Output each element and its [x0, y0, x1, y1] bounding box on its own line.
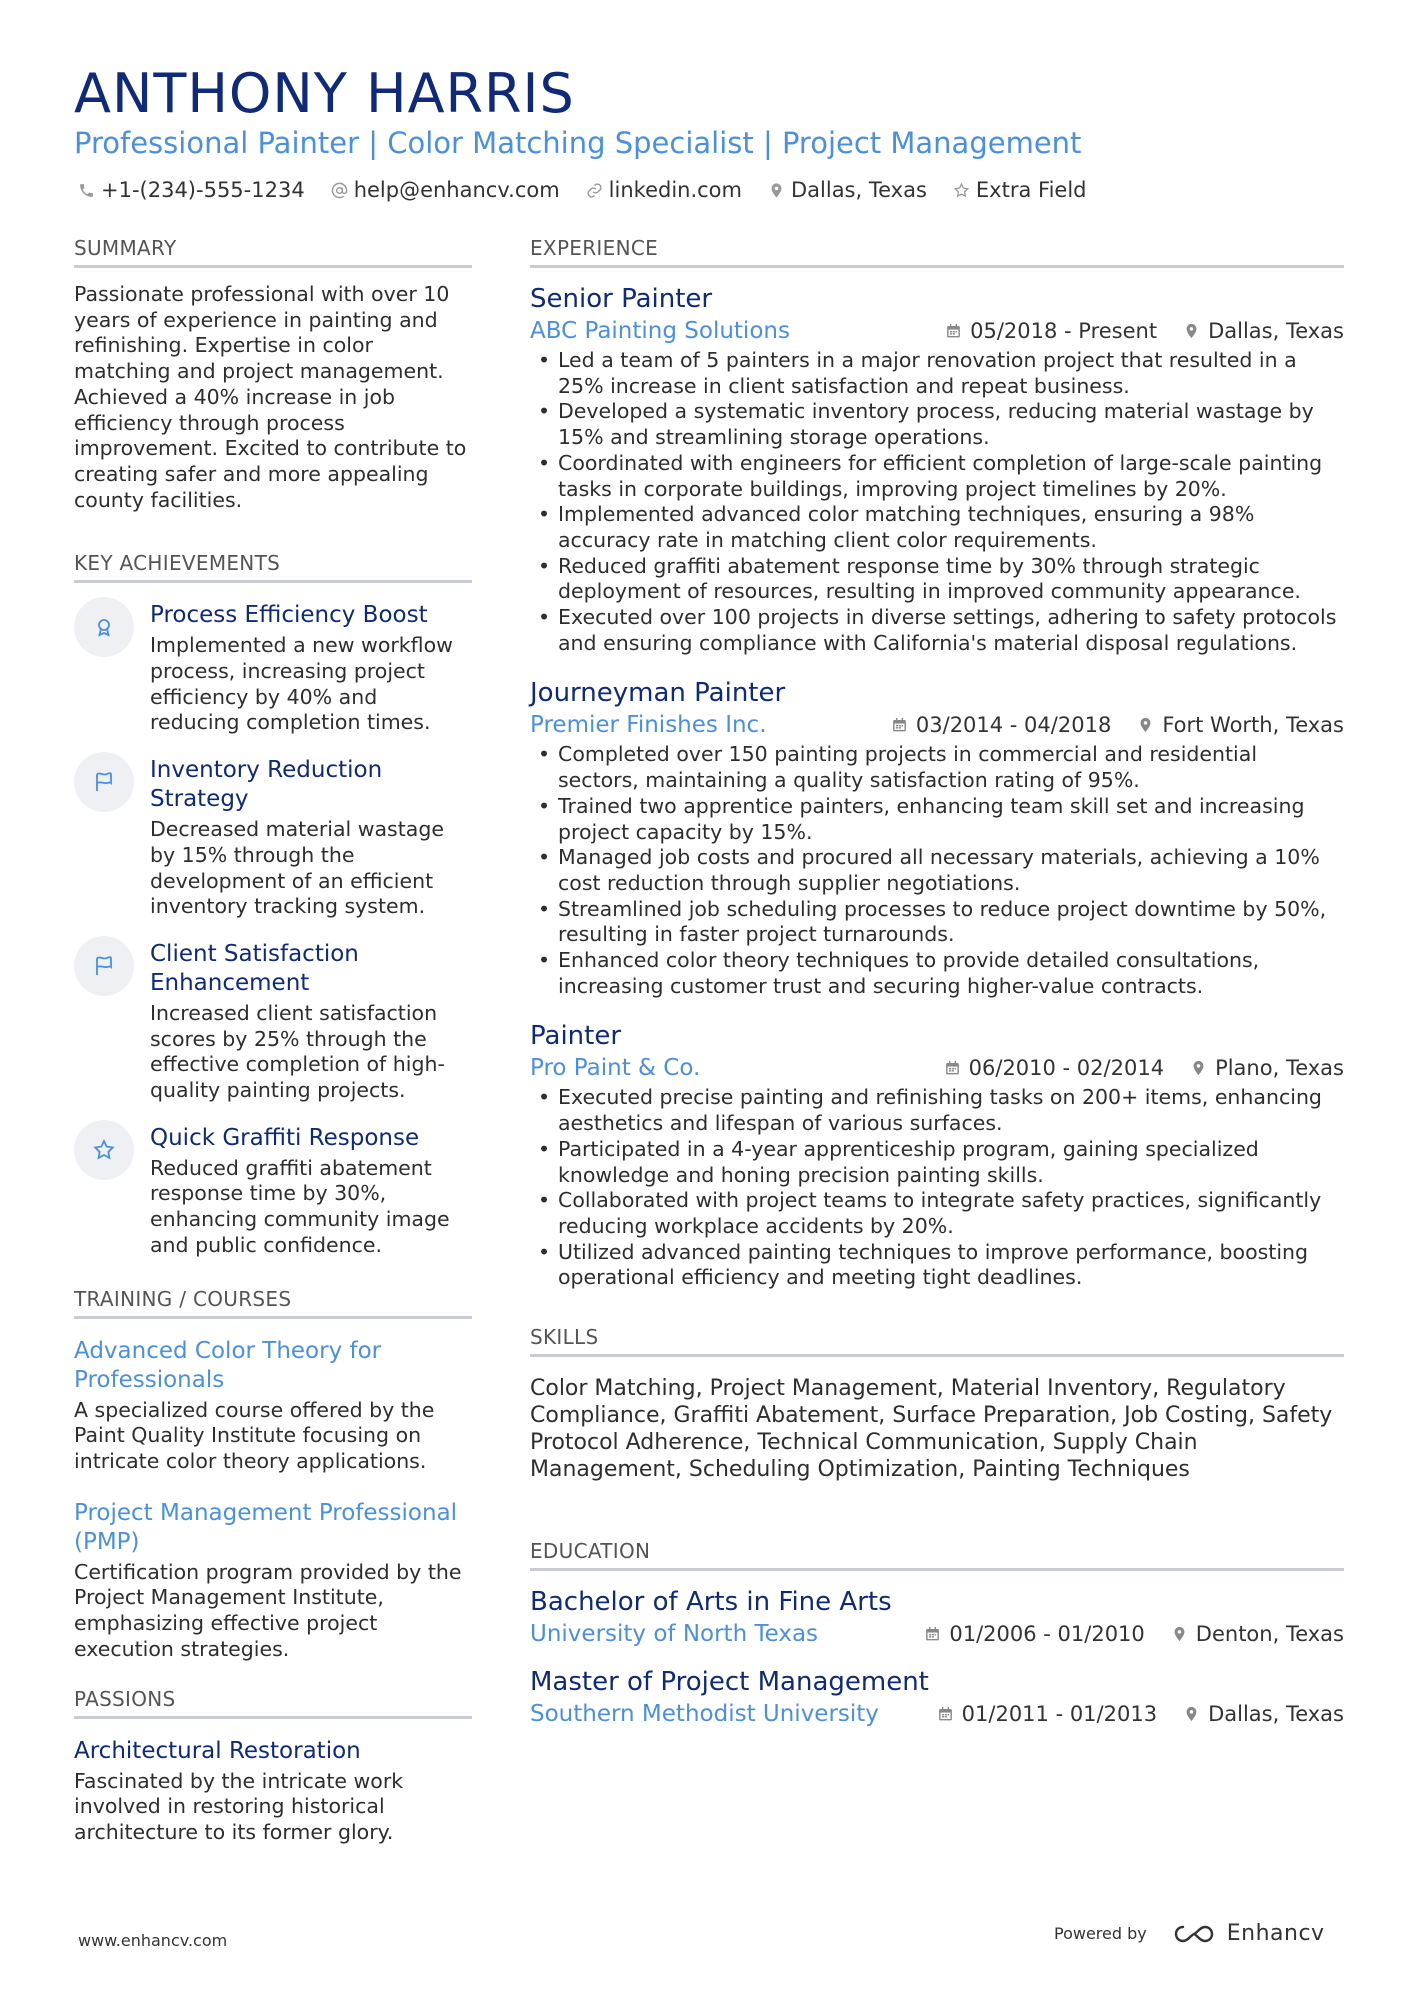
flag-icon — [74, 936, 134, 996]
job-bullet: • Executed over 100 projects in diverse settings, adhering to safety protocols and ensuring compliance with California's material disposal regulations. — [530, 605, 1344, 656]
contact-bar — [78, 178, 1086, 202]
location-icon — [1190, 1059, 1207, 1077]
job-dates — [945, 319, 1157, 343]
brand-logo[interactable] — [1171, 1921, 1325, 1946]
job-location — [1137, 713, 1344, 737]
job-bullet: • Completed over 150 painting projects in commercial and residential sectors, maintaining a quality satisfaction rating of 95%. — [530, 742, 1344, 793]
job-company: Premier Finishes Inc. — [530, 712, 767, 739]
passion-text: Fascinated by the intricate work involved in restoring historical architecture to its former glory. — [74, 1768, 404, 1844]
calendar-icon — [945, 322, 962, 340]
education-section — [530, 1539, 1344, 1727]
experience-heading: EXPERIENCE — [530, 236, 1344, 268]
calendar-icon — [924, 1625, 941, 1643]
education-dates — [924, 1622, 1144, 1646]
candidate-title: Professional Painter | Color Matching Specialist | Project Management — [74, 126, 1082, 160]
flag-icon — [74, 752, 134, 812]
courses-heading: TRAINING / COURSES — [74, 1287, 472, 1319]
skills-heading: SKILLS — [530, 1325, 1344, 1357]
school-name: Southern Methodist University — [530, 1701, 879, 1728]
summary-text: Passionate professional with over 10 years of experience in painting and refinishing. Expertise in color matching and project management. Achieved a 40% increase in job efficiency through process improvement. Excited to contribute to creating safer and more appealing county facilities. — [74, 282, 467, 512]
job-company: ABC Painting Solutions — [530, 318, 790, 344]
brand-name: Enhancv — [1226, 1921, 1325, 1946]
star-icon — [74, 1120, 134, 1180]
course-text: A specialized course offered by the Paint Quality Institute focusing on intricate color theory applications. — [74, 1397, 435, 1473]
job-bullet: • Streamlined job scheduling processes to reduce project downtime by 50%, resulting in faster project turnarounds. — [530, 897, 1344, 948]
calendar-icon — [944, 1059, 961, 1077]
job-bullets — [530, 742, 1344, 999]
contact-location-text: Dallas, Texas — [790, 178, 927, 202]
job-dates-text: 03/2014 - 04/2018 — [915, 713, 1112, 738]
summary-section — [74, 236, 472, 513]
achievement-text: Increased client satisfaction scores by 25% through the effective completion of high-quality painting projects. — [150, 1000, 445, 1103]
job-dates-text: 05/2018 - Present — [970, 319, 1158, 343]
education-location-text: Dallas, Texas — [1208, 1702, 1344, 1727]
achievement-item — [74, 756, 472, 920]
job-location — [1183, 319, 1344, 343]
job-bullet: • Enhanced color theory techniques to provide detailed consultations, increasing customer trust and securing higher-value contracts. — [530, 948, 1344, 999]
job-bullet: • Reduced graffiti abatement response time by 30% through strategic deployment of resources, resulting in improved community appearance. — [530, 554, 1344, 605]
location-icon — [1183, 1705, 1200, 1723]
achievement-title: Process Efficiency Boost — [150, 602, 428, 629]
job-dates — [891, 713, 1111, 737]
education-dates-text: 01/2011 - 01/2013 — [961, 1702, 1158, 1727]
left-column — [74, 236, 472, 1846]
course-title: Advanced Color Theory for Professionals — [74, 1337, 382, 1393]
location-icon — [1137, 716, 1154, 734]
job-dates-text: 06/2010 - 02/2014 — [968, 1056, 1165, 1081]
job-meta — [530, 318, 1344, 344]
school-name: University of North Texas — [530, 1621, 819, 1648]
course-item — [74, 1499, 472, 1663]
star-icon — [953, 182, 970, 199]
achievement-item — [74, 1124, 472, 1259]
contact-email-text: help@enhancv.com — [353, 178, 560, 202]
education-dates-text: 01/2006 - 01/2010 — [949, 1622, 1145, 1647]
footer-branding — [1054, 1921, 1325, 1946]
education-meta — [530, 1621, 1344, 1647]
achievement-title: Quick Graffiti Response — [150, 1124, 420, 1151]
job-bullet: • Managed job costs and procured all necessary materials, achieving a 10% cost reduction through supplier negotiations. — [530, 845, 1344, 896]
achievement-item — [74, 940, 472, 1104]
location-icon — [1183, 322, 1200, 340]
job-bullet: • Utilized advanced painting techniques to improve performance, boosting operational efficiency and meeting tight deadlines. — [530, 1240, 1344, 1291]
degree-title: Bachelor of Arts in Fine Arts — [530, 1587, 892, 1618]
calendar-icon — [937, 1705, 954, 1723]
job-entry — [530, 282, 1344, 656]
contact-extra-text: Extra Field — [975, 178, 1087, 202]
job-entry — [530, 676, 1344, 999]
education-location-text: Denton, Texas — [1195, 1622, 1344, 1647]
skills-text: Color Matching, Project Management, Material Inventory, Regulatory Compliance, Graffiti Abatement, Surface Preparation, Job Costing, Safety Protocol Adherence, Technical Communication, Supply Chain Management, Scheduling Optimization, Painting Techniques — [530, 1376, 1333, 1483]
contact-linkedin-text: linkedin.com — [608, 178, 742, 202]
job-title: Painter — [530, 1021, 622, 1052]
education-meta — [530, 1701, 1344, 1727]
education-entry — [530, 1585, 1344, 1647]
education-location — [1183, 1702, 1344, 1726]
calendar-icon — [891, 716, 908, 734]
achievement-text: Implemented a new workflow process, increasing project efficiency by 40% and reducing completion times. — [150, 633, 453, 735]
contact-linkedin[interactable] — [586, 178, 742, 202]
passions-section — [74, 1687, 472, 1846]
job-location-text: Plano, Texas — [1215, 1056, 1344, 1081]
achievement-item — [74, 601, 472, 736]
job-title: Journeyman Painter — [530, 678, 786, 709]
education-heading: EDUCATION — [530, 1539, 1344, 1571]
education-location — [1171, 1622, 1344, 1646]
location-icon — [1171, 1625, 1188, 1643]
skills-section — [530, 1325, 1344, 1483]
achievement-title: Inventory Reduction Strategy — [150, 757, 383, 813]
job-bullet: • Coordinated with engineers for efficient completion of large-scale painting tasks in corporate buildings, improving project timelines by 20%. — [530, 451, 1344, 502]
course-item — [74, 1337, 472, 1475]
degree-title: Master of Project Management — [530, 1667, 929, 1698]
summary-heading: SUMMARY — [74, 236, 472, 268]
contact-phone[interactable] — [78, 178, 305, 202]
footer-website[interactable]: www.enhancv.com — [78, 1931, 228, 1950]
job-location-text: Dallas, Texas — [1208, 319, 1344, 343]
job-bullet: • Collaborated with project teams to integrate safety practices, significantly reducing workplace accidents by 20%. — [530, 1188, 1344, 1239]
achievement-text: Reduced graffiti abatement response time by 30%, enhancing community image and public confidence. — [150, 1155, 450, 1257]
at-icon — [331, 182, 348, 199]
job-dates — [944, 1056, 1164, 1080]
achievements-section — [74, 551, 472, 1258]
powered-by-text: Powered by — [1054, 1924, 1147, 1943]
passion-title: Architectural Restoration — [74, 1737, 361, 1764]
job-company: Pro Paint & Co. — [530, 1055, 701, 1082]
achievement-title: Client Satisfaction Enhancement — [150, 940, 359, 996]
job-bullets — [530, 1085, 1344, 1291]
job-bullet: • Implemented advanced color matching techniques, ensuring a 98% accuracy rate in matching client color requirements. — [530, 502, 1344, 553]
location-icon — [768, 182, 785, 199]
contact-extra — [953, 178, 1087, 202]
education-entry — [530, 1665, 1344, 1727]
infinity-logo-icon — [1171, 1922, 1217, 1946]
job-entry — [530, 1019, 1344, 1291]
job-meta — [530, 712, 1344, 738]
link-icon — [586, 182, 603, 199]
achievements-heading: KEY ACHIEVEMENTS — [74, 551, 472, 583]
phone-icon — [78, 182, 95, 199]
passions-heading: PASSIONS — [74, 1687, 472, 1719]
course-text: Certification program provided by the Project Management Institute, emphasizing effective project execution strategies. — [74, 1559, 462, 1661]
contact-phone-text: +1-(234)-555-1234 — [101, 178, 305, 202]
contact-email[interactable] — [331, 178, 560, 202]
education-dates — [937, 1702, 1157, 1726]
job-bullet: • Developed a systematic inventory process, reducing material wastage by 15% and streamlining storage operations. — [530, 399, 1344, 450]
job-bullet: • Participated in a 4-year apprenticeship program, gaining specialized knowledge and honing precision painting skills. — [530, 1137, 1344, 1188]
course-title: Project Management Professional (PMP) — [74, 1499, 458, 1555]
job-bullet: • Trained two apprentice painters, enhancing team skill set and increasing project capacity by 15%. — [530, 794, 1344, 845]
award-icon — [74, 597, 134, 657]
job-location-text: Fort Worth, Texas — [1162, 713, 1344, 738]
contact-location — [768, 178, 927, 202]
achievement-text: Decreased material wastage by 15% through the development of an efficient inventory tracking system. — [150, 817, 444, 919]
courses-section — [74, 1287, 472, 1663]
job-bullet: • Executed precise painting and refinishing tasks on 200+ items, enhancing aesthetics and lifespan of various surfaces. — [530, 1085, 1344, 1136]
job-bullets — [530, 348, 1344, 656]
candidate-name: ANTHONY HARRIS — [74, 62, 575, 125]
job-title: Senior Painter — [530, 284, 713, 314]
job-meta — [530, 1055, 1344, 1081]
job-location — [1190, 1056, 1344, 1080]
experience-section — [530, 236, 1344, 1291]
right-column — [530, 236, 1344, 1745]
job-bullet: • Led a team of 5 painters in a major renovation project that resulted in a 25% increase in client satisfaction and repeat business. — [530, 348, 1344, 399]
